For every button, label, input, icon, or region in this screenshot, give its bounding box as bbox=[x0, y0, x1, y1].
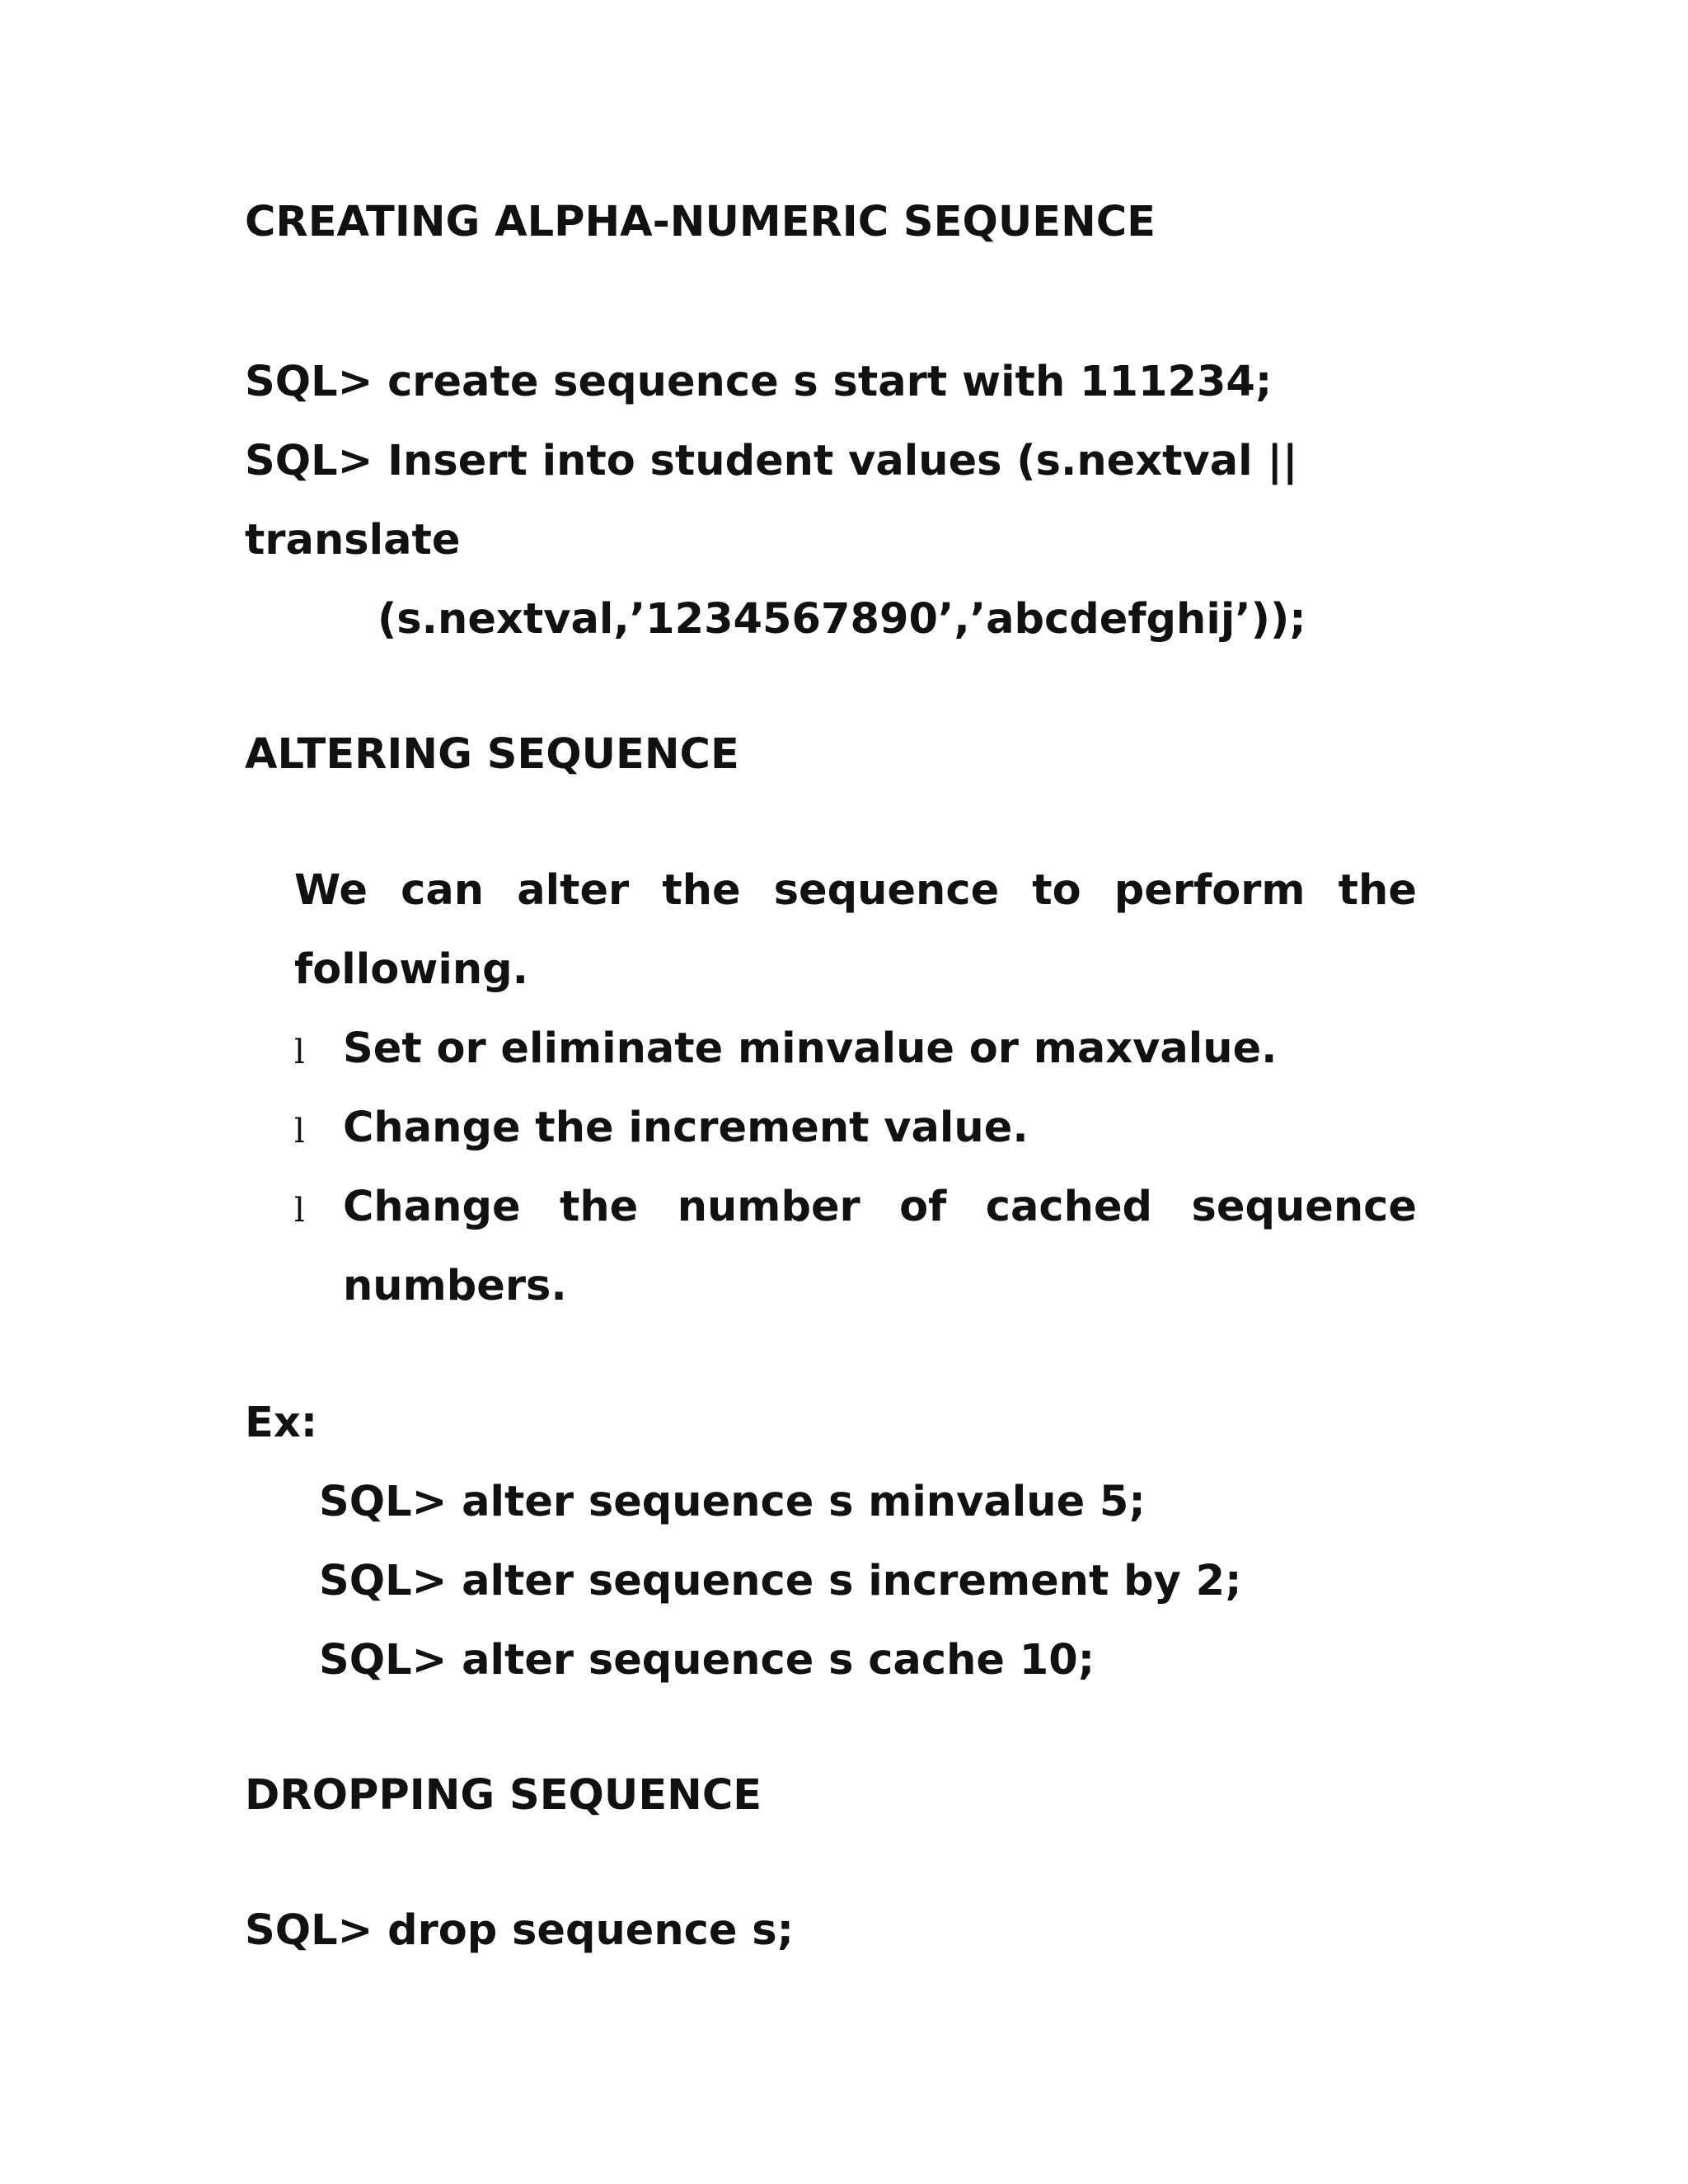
code-line-translate: translate bbox=[245, 516, 461, 565]
heading-creating-sequence: CREATING ALPHA-NUMERIC SEQUENCE bbox=[245, 198, 1156, 246]
intro-word: We bbox=[294, 866, 368, 915]
item-word: sequence bbox=[1191, 1183, 1417, 1231]
bullet-icon: l bbox=[294, 1033, 305, 1071]
code-line-insert: SQL> Insert into student values (s.nextval || bbox=[245, 437, 1298, 485]
item-word: the bbox=[559, 1183, 639, 1231]
example-label: Ex: bbox=[245, 1399, 318, 1447]
alter-intro-continued: following. bbox=[294, 945, 529, 994]
bullet-icon: l bbox=[294, 1192, 305, 1230]
item-word: cached bbox=[985, 1183, 1153, 1231]
code-line-drop-sequence: SQL> drop sequence s; bbox=[245, 1906, 795, 1955]
intro-word: can bbox=[401, 866, 485, 915]
alter-item-increment: Change the increment value. bbox=[343, 1104, 1029, 1152]
intro-word: to bbox=[1032, 866, 1081, 915]
code-line-alter-cache: SQL> alter sequence s cache 10; bbox=[319, 1636, 1095, 1685]
intro-word: perform bbox=[1114, 866, 1306, 915]
alter-intro-paragraph bbox=[294, 866, 1417, 915]
item-word: Change bbox=[343, 1183, 521, 1231]
intro-word: alter bbox=[517, 866, 630, 915]
heading-dropping-sequence: DROPPING SEQUENCE bbox=[245, 1771, 762, 1820]
code-line-translate-args: (s.nextval,’1234567890’,’abcdefghij’)); bbox=[377, 595, 1306, 644]
alter-item-minmax: Set or eliminate minvalue or maxvalue. bbox=[343, 1024, 1278, 1073]
alter-item-cache bbox=[343, 1183, 1417, 1231]
code-line-create-sequence: SQL> create sequence s start with 111234; bbox=[245, 358, 1273, 406]
intro-word: the bbox=[1338, 866, 1417, 915]
heading-altering-sequence: ALTERING SEQUENCE bbox=[245, 730, 739, 779]
code-line-alter-increment: SQL> alter sequence s increment by 2; bbox=[319, 1557, 1242, 1605]
code-line-alter-minvalue: SQL> alter sequence s minvalue 5; bbox=[319, 1478, 1146, 1526]
alter-item-cache-continued: numbers. bbox=[343, 1262, 567, 1310]
item-word: of bbox=[899, 1183, 947, 1231]
intro-word: sequence bbox=[773, 866, 1000, 915]
item-word: number bbox=[677, 1183, 860, 1231]
intro-word: the bbox=[662, 866, 741, 915]
bullet-icon: l bbox=[294, 1113, 305, 1151]
